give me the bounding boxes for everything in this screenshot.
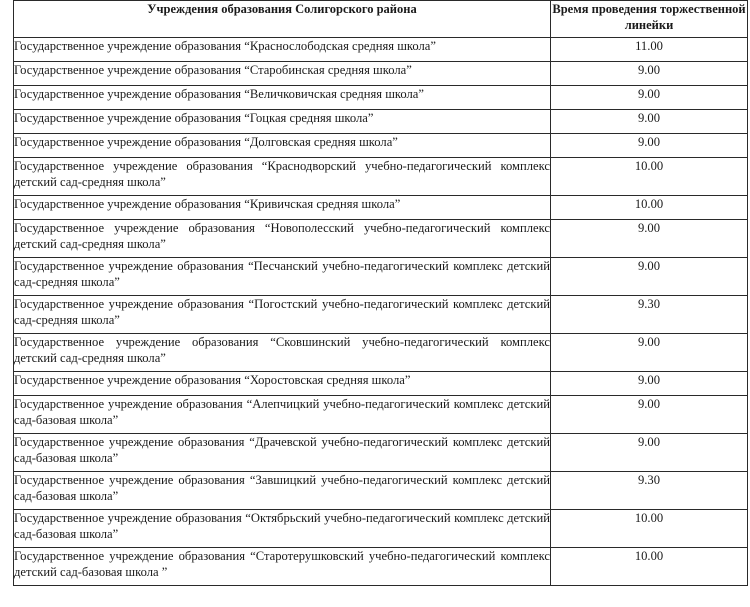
table-row xyxy=(14,62,748,86)
table-row xyxy=(14,38,748,62)
ceremony-time: 9.00 xyxy=(551,334,748,372)
ceremony-time: 10.00 xyxy=(551,158,748,196)
institution-name: Государственное учреждение образования “Гоцкая средняя школа” xyxy=(14,110,551,134)
institution-name: Государственное учреждение образования “Погостский учебно-педагогический комплекс детский сад-средняя школа” xyxy=(14,296,551,334)
institution-name: Государственное учреждение образования “Драчевской учебно-педагогический комплекс детский сад-базовая школа” xyxy=(14,434,551,472)
institution-name: Государственное учреждение образования “Хоростовская средняя школа” xyxy=(14,372,551,396)
table-row xyxy=(14,548,748,586)
institution-name: Государственное учреждение образования “Кривичская средняя школа” xyxy=(14,196,551,220)
ceremony-time: 10.00 xyxy=(551,510,748,548)
ceremony-time: 9.30 xyxy=(551,296,748,334)
institution-name: Государственное учреждение образования “Песчанский учебно-педагогический комплекс детский сад-средняя школа” xyxy=(14,258,551,296)
institution-name: Государственное учреждение образования “Новополесский учебно-педагогический комплекс детский сад-средняя школа” xyxy=(14,220,551,258)
table-row xyxy=(14,258,748,296)
ceremony-time: 9.00 xyxy=(551,110,748,134)
schedule-table xyxy=(13,0,748,586)
ceremony-time: 9.00 xyxy=(551,434,748,472)
ceremony-time: 10.00 xyxy=(551,196,748,220)
table-row xyxy=(14,220,748,258)
ceremony-time: 9.00 xyxy=(551,396,748,434)
ceremony-time: 10.00 xyxy=(551,548,748,586)
table-row xyxy=(14,296,748,334)
institution-name: Государственное учреждение образования “Старобинская средняя школа” xyxy=(14,62,551,86)
table-row xyxy=(14,510,748,548)
table-row xyxy=(14,86,748,110)
table-row xyxy=(14,472,748,510)
table-row xyxy=(14,196,748,220)
institution-name: Государственное учреждение образования “Краснослободская средняя школа” xyxy=(14,38,551,62)
ceremony-time: 9.00 xyxy=(551,372,748,396)
institution-name: Государственное учреждение образования “Октябрьский учебно-педагогический комплекс детский сад-базовая школа” xyxy=(14,510,551,548)
table-row xyxy=(14,134,748,158)
institution-name: Государственное учреждение образования “Алепчицкий учебно-педагогический комплекс детский сад-базовая школа” xyxy=(14,396,551,434)
ceremony-time: 9.00 xyxy=(551,62,748,86)
ceremony-time: 11.00 xyxy=(551,38,748,62)
table-row xyxy=(14,110,748,134)
institution-name: Государственное учреждение образования “Долговская средняя школа” xyxy=(14,134,551,158)
ceremony-time: 9.00 xyxy=(551,86,748,110)
institution-name: Государственное учреждение образования “Краснодворский учебно-педагогический комплекс детский сад-средняя школа” xyxy=(14,158,551,196)
table-row xyxy=(14,434,748,472)
column-header-institution: Учреждения образования Солигорского района xyxy=(14,1,551,38)
table-row xyxy=(14,396,748,434)
ceremony-time: 9.00 xyxy=(551,258,748,296)
ceremony-time: 9.00 xyxy=(551,220,748,258)
table-row xyxy=(14,158,748,196)
table-row xyxy=(14,334,748,372)
institution-name: Государственное учреждение образования “Величковичская средняя школа” xyxy=(14,86,551,110)
table-row xyxy=(14,372,748,396)
column-header-time: Время проведения торжественной линейки xyxy=(551,1,748,38)
ceremony-time: 9.00 xyxy=(551,134,748,158)
table-header-row xyxy=(14,1,748,38)
ceremony-time: 9.30 xyxy=(551,472,748,510)
institution-name: Государственное учреждение образования “Завшицкий учебно-педагогический комплекс детский сад-базовая школа” xyxy=(14,472,551,510)
institution-name: Государственное учреждение образования “Сковшинский учебно-педагогический комплекс детский сад-средняя школа” xyxy=(14,334,551,372)
institution-name: Государственное учреждение образования “Старотерушковский учебно-педагогический комплекс детский сад-базовая школа ” xyxy=(14,548,551,586)
